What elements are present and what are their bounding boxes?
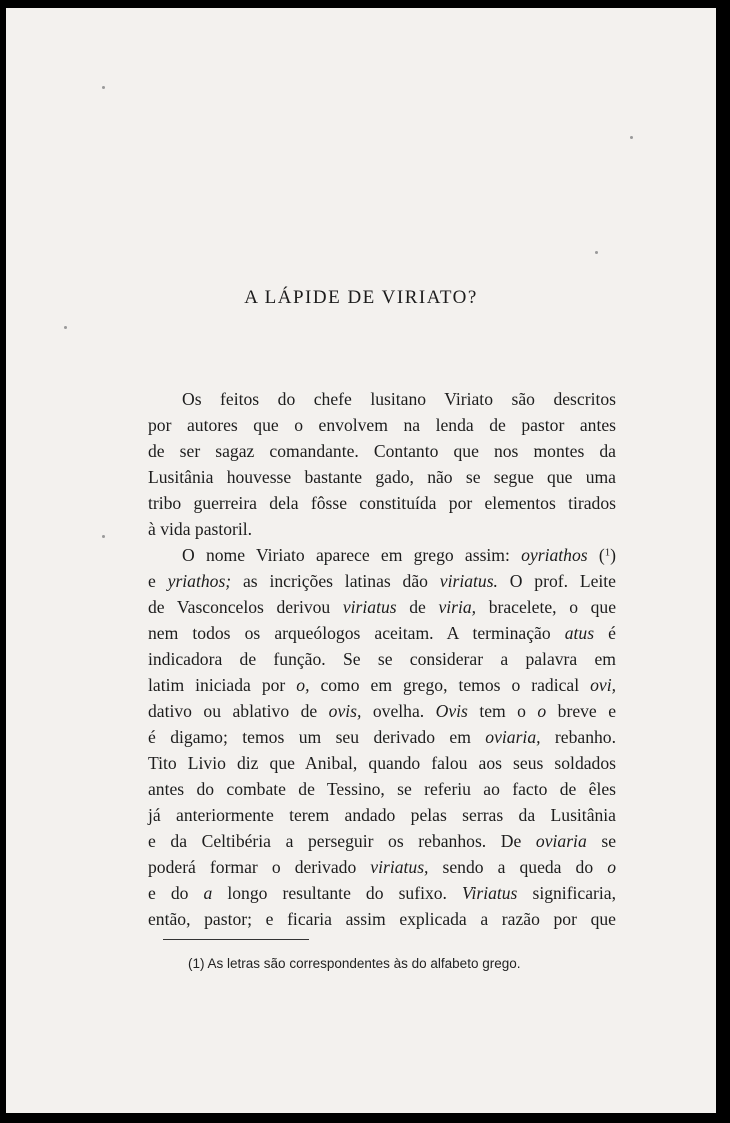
text-line: Lusitânia houvesse bastante gado, não se segue que uma xyxy=(148,467,616,487)
paper-speck xyxy=(64,326,67,329)
text-line: poderá formar o derivado viriatus, sendo a queda do o xyxy=(148,857,616,877)
footnote-text: As letras são correspondentes às do alfabeto grego. xyxy=(207,956,521,971)
text-line: dativo ou ablativo de ovis, ovelha. Ovis tem o o breve e xyxy=(148,701,617,721)
text-line: e do a longo resultante do sufixo. Viriatus significaria, xyxy=(148,883,617,903)
text-line: e yriathos; as incrições latinas dão viriatus. O prof. Leite xyxy=(148,571,616,591)
text-line: antes do combate de Tessino, se referiu ao facto de êles xyxy=(148,779,616,799)
text-line: é digamo; temos um seu derivado em oviaria, rebanho. xyxy=(148,727,616,747)
text-line: já anteriormente terem andado pelas serras da Lusitânia xyxy=(148,805,616,825)
footnote-ref: 1 xyxy=(604,546,611,559)
text-line: então, pastor; e ficaria assim explicada a razão por que xyxy=(148,909,616,929)
paper-speck xyxy=(102,535,105,538)
footnote-mark: 1 xyxy=(192,956,201,971)
text-line: tribo guerreira dela fôsse constituída por elementos tirados xyxy=(148,493,616,513)
page-title: A LÁPIDE DE VIRIATO? xyxy=(244,287,478,308)
text-line: O nome Viriato aparece em grego assim: oyriathos ($^1$) xyxy=(182,545,616,565)
text-line: e da Celtibéria a perseguir os rebanhos. De oviaria se xyxy=(148,831,617,851)
text-line: nem todos os arqueólogos aceitam. A terminação atus é xyxy=(148,623,616,643)
text-line: Os feitos do chefe lusitano Viriato são descritos xyxy=(182,389,616,409)
text-line: à vida pastoril. xyxy=(148,519,253,539)
document-page xyxy=(6,8,716,1113)
text-line: Tito Livio diz que Anibal, quando falou aos seus soldados xyxy=(148,753,616,773)
text-line: de Vasconcelos derivou viriatus de viria, bracelete, o que xyxy=(148,597,617,617)
footnote: (1) As letras são correspondentes às do alfabeto grego. xyxy=(188,956,521,971)
text-line: de ser sagaz comandante. Contanto que nos montes da xyxy=(148,441,616,461)
paper-speck xyxy=(630,136,633,139)
text-line: latim iniciada por o, como em grego, temos o radical ovi, xyxy=(148,675,616,695)
footnote-separator xyxy=(163,939,309,940)
text-line: indicadora de função. Se se considerar a palavra em xyxy=(148,649,616,669)
paper-speck xyxy=(595,251,598,254)
text-line: por autores que o envolvem na lenda de pastor antes xyxy=(148,415,616,435)
paper-speck xyxy=(102,86,105,89)
